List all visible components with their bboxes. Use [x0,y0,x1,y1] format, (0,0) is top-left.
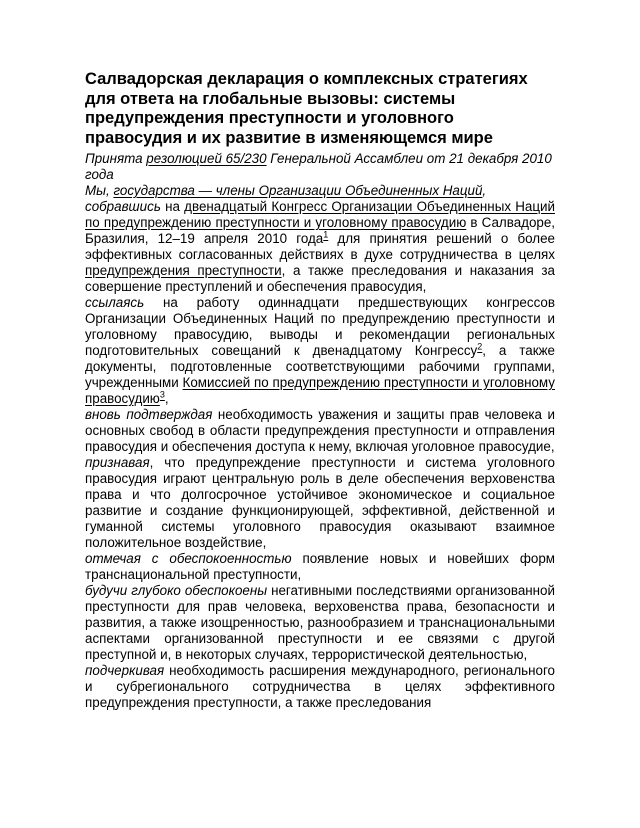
text-run: ссылаясь [85,295,145,310]
text-run: Мы, [85,183,114,198]
footnote-ref-link[interactable]: 2 [477,341,483,352]
text-run: на работу одиннадцати предшествующих конгрессов Организации Объединенных Наций по предупреждению преступности и уголовному правосудию, выводы и рекомендации региональных подготовительных совещаний к двенадцатому Конгрессу [85,295,555,358]
inline-link[interactable]: Комиссией по предупреждению преступности и уголовному правосудию [85,375,555,406]
inline-link[interactable]: резолюцией 65/230 [146,151,267,166]
text-run: для принятия решений о более эффективных согласованных действиях в духе сотрудничества в целях [85,231,555,262]
document-body [85,183,555,711]
paragraph [85,583,555,663]
text-run: , что предупреждение преступности и система уголовного правосудия играют центральную роль в деле обеспечения верховенства права и что долгосрочное устойчивое экономическое и социальное развитие и создание функционирующей, эффективной, действенной и гуманной системы уголовного правосудия оказывают взаимное положительное воздействие, [85,455,555,550]
text-run: негативными последствиями организованной преступности для прав человека, верховенства права, безопасности и развития, а также изощренностью, разнообразием и транснациональными аспектами организованной преступности и ее связями с другой преступной и, в некоторых случаях, террористической деятельностью, [85,583,555,662]
document-title: Салвадорская декларация о комплексных стратегиях для ответа на глобальные вызовы: системы предупреждения преступности и уголовного правосудия и их развитие в изменяющемся мире [85,70,528,147]
text-run: необходимость уважения и защиты прав человека и основных свобод в области предупреждения преступности и отправления правосудия и обеспечения доступа к нему, включая уголовное правосудие, [85,407,555,454]
text-run: на [160,199,185,214]
paragraph [85,551,555,583]
text-run: в Салвадоре, Бразилия, 12–19 апреля 2010 года [85,215,556,246]
text-run: будучи глубоко обеспокоены [85,583,268,598]
text-run: вновь подтверждая [85,407,213,422]
paragraph [85,295,555,407]
inline-link[interactable]: государства — члены Организации Объединенных Наций [113,183,483,198]
text-run: отмечая с обеспокоенностью [85,551,292,566]
text-run: необходимость расширения международного, регионального и субрегионального сотрудничества в целях эффективного предупреждения преступности, а также преследования [85,663,555,710]
paragraph [85,183,555,199]
inline-link[interactable]: двенадцатый Конгресс Организации Объединенных Наций по предупреждению преступности и уголовному правосудию [85,199,555,230]
footnote-ref-link[interactable]: 3 [159,389,165,400]
inline-link[interactable]: предупреждения преступности [85,263,282,278]
paragraph [85,663,555,711]
text-run: признавая [85,455,150,470]
text-run: , а также документы, подготовленные соответствующими рабочими группами, учрежденными [85,343,555,390]
document [85,70,555,711]
document-subtitle [85,151,555,183]
paragraph [85,199,555,295]
text-run: , [482,183,487,198]
paragraph [85,455,555,551]
text-run: собравшись [85,199,161,214]
text-run: появление новых и новейших форм транснациональной преступности, [85,551,555,582]
text-run: Генеральной Ассамблеи от 21 декабря 2010 года [85,151,552,182]
text-run: Принята [85,151,147,166]
text-run: , [164,391,169,406]
paragraph [85,407,555,455]
text-run: подчеркивая [85,663,165,678]
text-run: , а также преследования и наказания за совершение преступлений и обеспечения правосудия, [85,263,556,294]
footnote-ref-link[interactable]: 1 [323,229,329,240]
